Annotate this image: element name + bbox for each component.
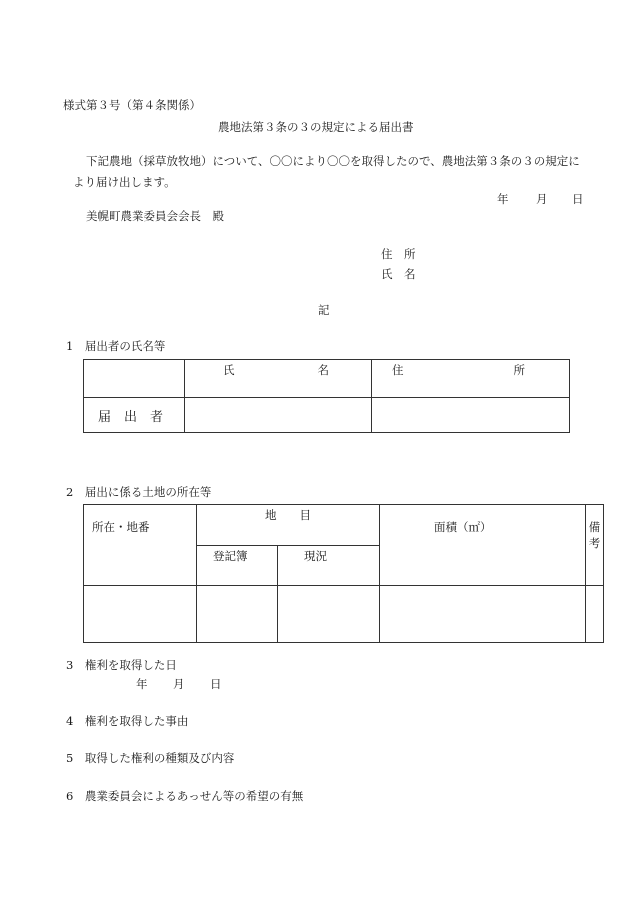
applicant-name-cell [185, 398, 372, 433]
current-cell [278, 586, 380, 643]
section6-title: 6 農業委員会によるあっせん等の希望の有無 [66, 789, 304, 803]
body-text-line1: 下記農地（採草放牧地）について、〇〇により〇〇を取得したので、農地法第３条の３の規定に [86, 154, 580, 168]
recipient: 美幌町農業委員会会長 殿 [86, 209, 224, 223]
applicant-address-label: 住 所 [381, 247, 416, 261]
col-registry-header: 登記簿 [197, 546, 278, 586]
location-cell [84, 586, 197, 643]
applicant-name-label: 氏 名 [381, 267, 416, 281]
table-corner-cell [84, 360, 185, 398]
col-name-header [185, 360, 372, 398]
row-label-applicant: 届 出 者 [84, 398, 185, 433]
applicant-address-cell [372, 398, 570, 433]
date-year: 年 [497, 192, 509, 206]
section3-month: 月 [173, 677, 185, 691]
section4-title: 4 権利を取得した事由 [66, 714, 189, 728]
section5-title: 5 取得した権利の種類及び内容 [66, 751, 235, 765]
col-name-b: 名 [317, 363, 329, 377]
section1-title: 1 届出者の氏名等 [66, 339, 166, 353]
col-chimoku-header: 地 目 [197, 505, 380, 546]
section3-day: 日 [210, 677, 222, 691]
col-name-a: 氏 [223, 363, 235, 377]
area-cell [380, 586, 586, 643]
col-address-b: 所 [513, 363, 525, 377]
page-title: 農地法第３条の３の規定による届出書 [218, 120, 414, 134]
date-month: 月 [536, 192, 548, 206]
body-text-line2: より届け出します。 [73, 175, 176, 189]
section3-year: 年 [136, 677, 148, 691]
col-area-header: 面積（㎡） [380, 505, 586, 586]
registry-cell [197, 586, 278, 643]
remarks-cell [586, 586, 604, 643]
ki-marker: 記 [318, 303, 330, 317]
section3-title: 3 権利を取得した日 [66, 658, 177, 672]
col-location-header: 所在・地番 [84, 505, 197, 586]
date-day: 日 [572, 192, 584, 206]
col-address-header [372, 360, 570, 398]
col-current-header: 現況 [278, 546, 380, 586]
form-number: 様式第３号（第４条関係） [63, 98, 201, 112]
col-remarks-header: 備 考 [586, 505, 604, 586]
col-address-a: 住 [392, 363, 404, 377]
applicant-table [83, 359, 570, 433]
section2-title: 2 届出に係る土地の所在等 [66, 485, 212, 499]
land-table [83, 504, 604, 643]
